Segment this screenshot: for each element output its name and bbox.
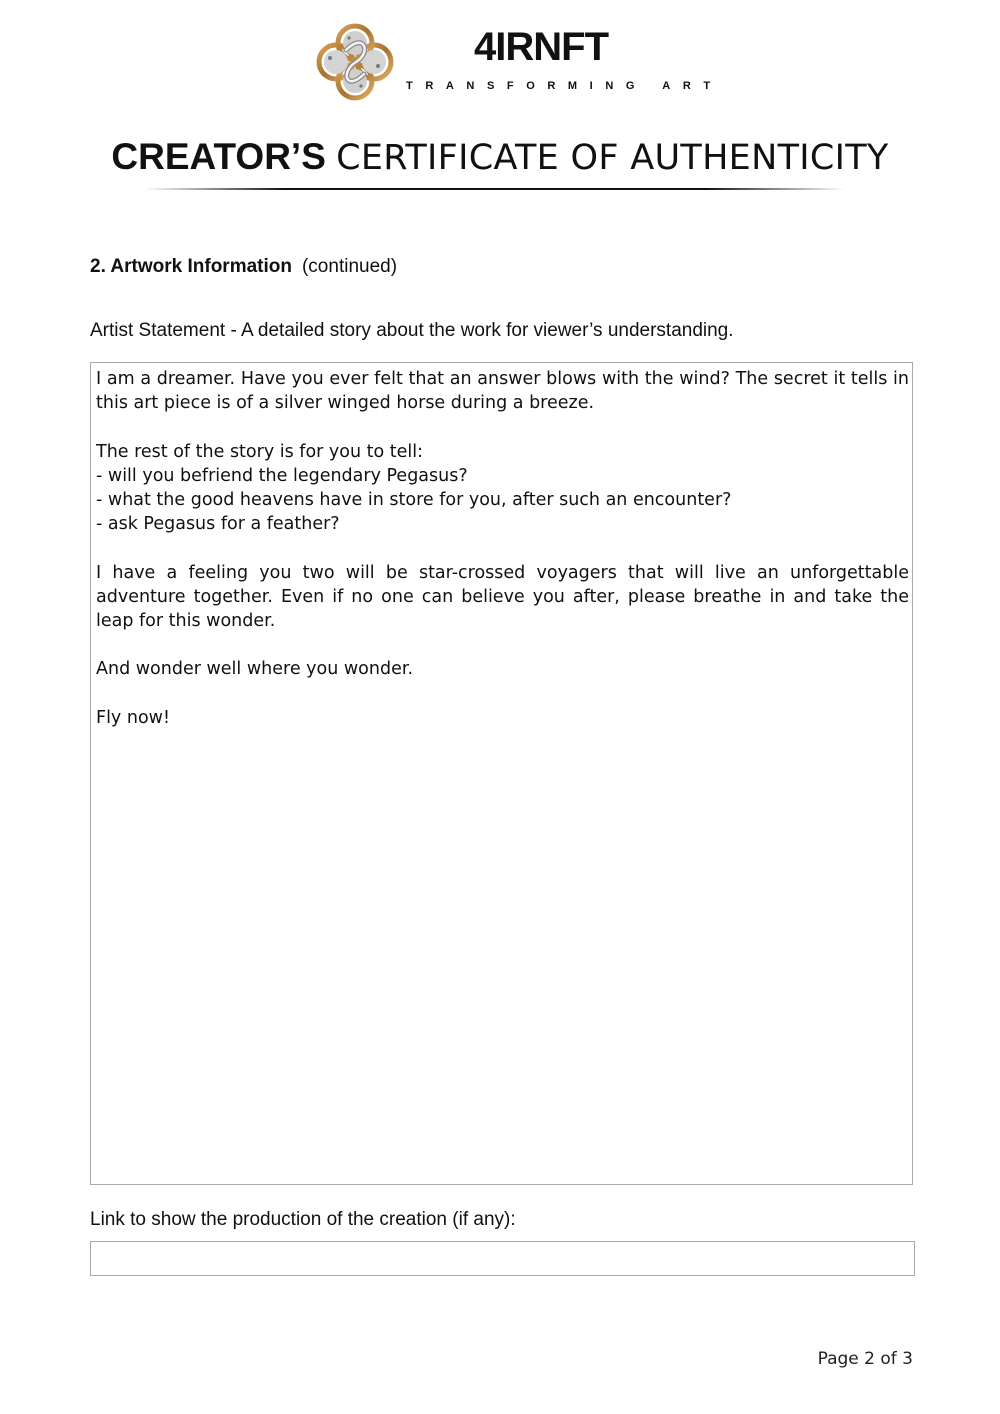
section-heading-title: 2. Artwork Information: [90, 256, 292, 277]
statement-list-item: - will you befriend the legendary Pegasus?: [96, 465, 468, 486]
certificate-title-bold: CREATOR’S: [111, 136, 326, 177]
brand-name: 4IRNFT: [474, 25, 608, 69]
knot-logo-icon: [316, 22, 394, 102]
brand-logo: [316, 22, 723, 102]
brand-tagline: TRANSFORMING ART: [406, 80, 723, 92]
production-link-label: Link to show the production of the creation (if any):: [90, 1209, 516, 1230]
production-link-field[interactable]: [90, 1241, 915, 1276]
certificate-title: [0, 134, 1000, 181]
artist-statement-field[interactable]: [90, 362, 913, 1185]
artist-statement-text: [96, 367, 909, 730]
section-heading-suffix: (continued): [301, 256, 398, 277]
statement-paragraph: I have a feeling you two will be star-crossed voyagers that will live an unforgettable adventure together. Even if no one can believe you after, please breathe in and take the leap for this wonder.: [96, 562, 909, 631]
statement-paragraph: And wonder well where you wonder.: [96, 659, 414, 680]
certificate-title-rest: CERTIFICATE OF AUTHENTICITY: [336, 138, 889, 178]
artist-statement-label: Artist Statement - A detailed story about the work for viewer’s understanding.: [90, 320, 734, 341]
section-heading: [90, 256, 397, 278]
statement-paragraph: Fly now!: [96, 707, 170, 728]
statement-paragraph: The rest of the story is for you to tell:: [96, 441, 424, 462]
statement-paragraph: I am a dreamer. Have you ever felt that an answer blows with the wind? The secret it tells in this art piece is of a silver winged horse during a breeze.: [96, 369, 909, 414]
page-number: Page 2 of 3: [817, 1349, 913, 1369]
statement-list-item: - what the good heavens have in store for you, after such an encounter?: [96, 490, 732, 510]
title-divider: [145, 188, 845, 190]
statement-list-item: - ask Pegasus for a feather?: [96, 514, 340, 535]
